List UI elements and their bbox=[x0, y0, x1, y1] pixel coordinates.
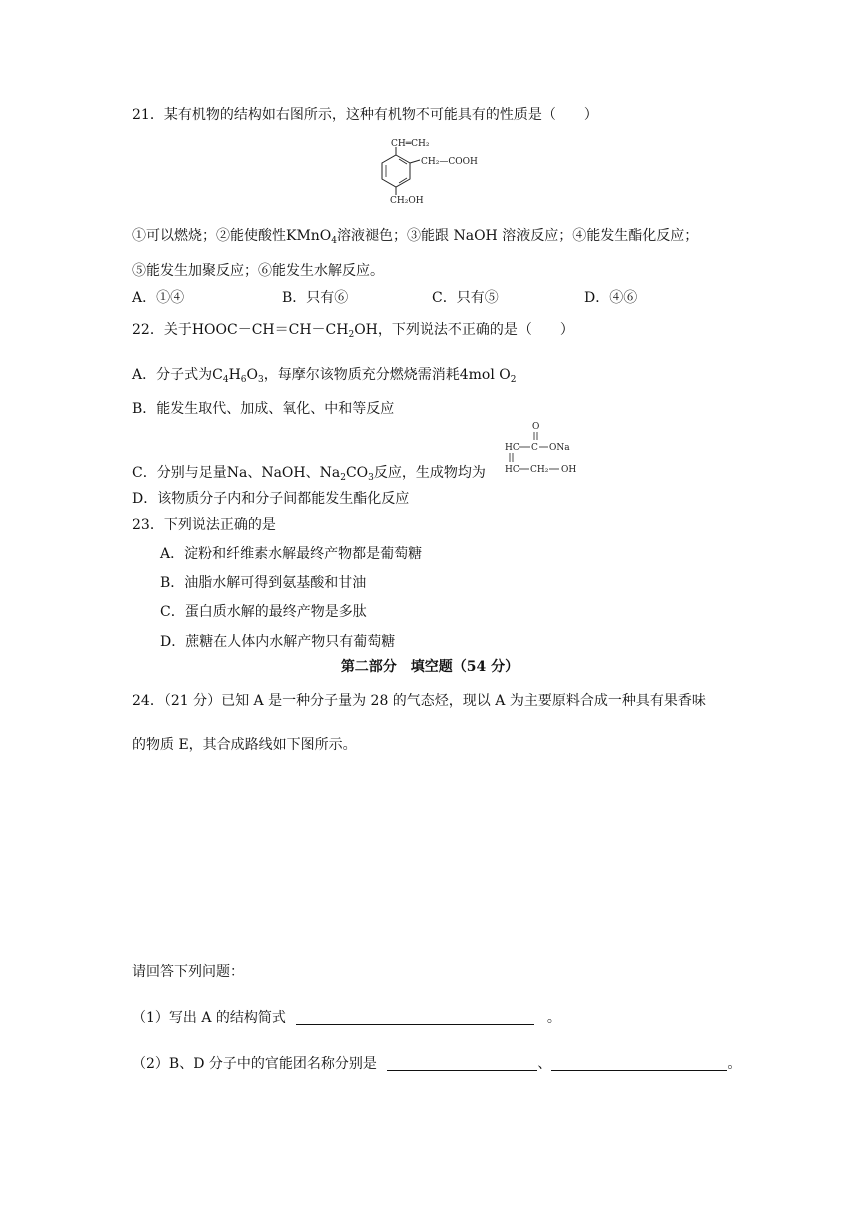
q24-line2: 的物质 E，其合成路线如下图所示。 bbox=[132, 737, 357, 753]
q22-option-d[interactable]: D．该物质分子内和分子间都能发生酯化反应 bbox=[132, 491, 410, 507]
q22-option-b[interactable]: B．能发生取代、加成、氧化、中和等反应 bbox=[132, 401, 395, 417]
q21-option-d[interactable]: D．④⑥ bbox=[584, 290, 638, 306]
q21-option-a[interactable]: A．①④ bbox=[132, 290, 185, 306]
q23-option-d[interactable]: D．蔗糖在人体内水解产物只有葡萄糖 bbox=[160, 634, 396, 650]
q24-answer-prompt: 请回答下列问题： bbox=[132, 964, 244, 980]
svg-text:HC: HC bbox=[505, 465, 520, 475]
svg-text:HC: HC bbox=[505, 443, 520, 453]
q21-option-b[interactable]: B．只有⑥ bbox=[282, 290, 349, 306]
section-title: 第二部分 填空题（54 分） bbox=[340, 659, 520, 675]
svg-text:O: O bbox=[532, 422, 540, 432]
q22-product-structure bbox=[500, 418, 590, 476]
answer-blank-b-group[interactable] bbox=[387, 1056, 537, 1071]
q23-option-c[interactable]: C．蛋白质水解的最终产物是多肽 bbox=[160, 604, 367, 620]
answer-blank-a-structure[interactable] bbox=[296, 1010, 534, 1025]
svg-text:ONa: ONa bbox=[549, 443, 570, 453]
q22-stem: 22．关于$HOOC-CH=CH-CH_2OH$，下列说法不正确的是（ ） bbox=[132, 322, 574, 340]
q23-option-b[interactable]: B．油脂水解可得到氨基酸和甘油 bbox=[160, 575, 367, 591]
answer-blank-d-group[interactable] bbox=[551, 1056, 727, 1071]
q23-option-a[interactable]: A．淀粉和纤维素水解最终产物都是葡萄糖 bbox=[160, 546, 423, 562]
q24-sub1: （1）写出 A 的结构简式 。 bbox=[132, 1010, 561, 1026]
q24-line1: 24．（21 分）已知 A 是一种分子量为 28 的气态烃，现以 A 为主要原料合成一种具有果香味 bbox=[132, 693, 706, 709]
svg-text:CH₂: CH₂ bbox=[530, 465, 549, 475]
q22-option-a[interactable]: A．分子式为$C_4H_6O_3$，每摩尔该物质充分燃烧需消耗4mol $O_2$ bbox=[132, 367, 517, 385]
q22-option-c[interactable]: C．分别与足量Na、NaOH、$Na_2CO_3$反应，生成物均为 bbox=[132, 465, 486, 483]
svg-text:OH: OH bbox=[561, 465, 577, 475]
q21-properties-line2: ⑤能发生加聚反应；⑥能发生水解反应。 bbox=[132, 263, 384, 279]
q21-option-c[interactable]: C．只有⑤ bbox=[432, 290, 499, 306]
q22-formula: $HOOC-CH=CH-CH_2OH$ bbox=[191, 322, 378, 340]
vinyl-label: CH═CH₂ bbox=[391, 139, 430, 149]
acid-label: CH₂—COOH bbox=[421, 157, 478, 167]
q24-sub2: （2）B、D 分子中的官能团名称分别是 、 。 bbox=[132, 1056, 742, 1072]
q23-stem: 23．下列说法正确的是 bbox=[132, 517, 276, 533]
q21-structure-diagram bbox=[366, 136, 496, 210]
q21-properties-line1: ①可以燃烧；②能使酸性KMnO$_4$溶液褪色；③能跟 NaOH 溶液反应；④能发生酯化反应； bbox=[132, 228, 699, 246]
q21-stem: 21．某有机物的结构如右图所示，这种有机物不可能具有的性质是（ ） bbox=[132, 107, 598, 123]
alcohol-label: CH₂OH bbox=[390, 196, 424, 206]
svg-text:C: C bbox=[531, 443, 538, 453]
